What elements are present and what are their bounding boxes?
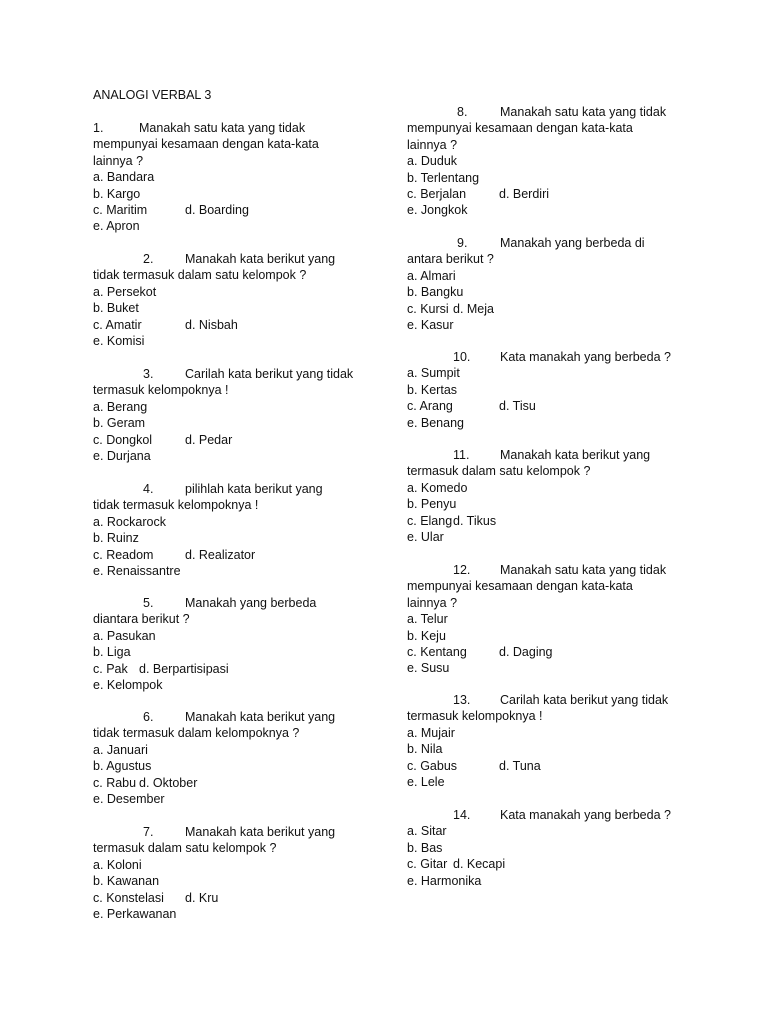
question-text: Manakah kata berikut yang <box>185 825 336 839</box>
option-e: e. Ular <box>407 530 444 544</box>
option-d: d. Nisbah <box>185 317 238 332</box>
option-d: d. Berpartisipasi <box>139 661 229 676</box>
option-a: a. Komedo <box>407 480 468 495</box>
question-number: 7. <box>143 825 154 839</box>
question-text: Kata manakah yang berbeda ? <box>500 808 671 822</box>
option-c: c. Berjalan <box>407 187 467 201</box>
option-c: c. Maritim <box>93 203 148 217</box>
question-9-line-2: antara berikut ? <box>407 252 494 267</box>
option-a: a. Koloni <box>93 857 142 872</box>
option-a: a. Mujair <box>407 725 455 740</box>
option-d: d. Tisu <box>499 399 536 414</box>
option-d: d. Realizator <box>185 547 256 562</box>
option-a: a. Berang <box>93 399 148 414</box>
option-a: a. Sitar <box>407 824 447 839</box>
option-c: c. Pak <box>93 661 128 676</box>
option-a: a. Bandara <box>93 170 155 185</box>
question-number: 2. <box>143 252 154 266</box>
option-a: a. Duduk <box>407 154 458 169</box>
question-number: 12. <box>453 563 471 577</box>
option-c-d-row <box>407 758 541 774</box>
option-c-d-row <box>93 775 198 791</box>
option-e: e. Jongkok <box>407 203 468 218</box>
option-b: b. Kawanan <box>93 874 160 889</box>
option-a: a. Rockarock <box>93 514 166 529</box>
option-e: e. Perkawanan <box>93 907 177 921</box>
option-d: d. Kru <box>185 890 219 905</box>
option-c: c. Konstelasi <box>93 890 164 905</box>
question-number: 11. <box>453 448 470 462</box>
option-a: a. Januari <box>93 742 148 757</box>
option-c-d-row <box>407 186 550 202</box>
option-b: b. Geram <box>93 416 146 431</box>
question-8-line-3: lainnya ? <box>407 137 458 152</box>
option-c: c. Kentang <box>407 645 467 659</box>
question-2-line-2: tidak termasuk dalam satu kelompok ? <box>93 268 307 283</box>
option-b: b. Keju <box>407 628 446 643</box>
option-c-d-row <box>407 301 494 317</box>
question-text: Manakah kata berikut yang <box>500 448 651 462</box>
question-text: pilihlah kata berikut yang <box>185 482 323 496</box>
question-5-line-2: diantara berikut ? <box>93 612 190 627</box>
option-c-d-row <box>93 432 233 448</box>
question-text: Manakah kata berikut yang <box>185 710 336 724</box>
option-e: e. Lele <box>407 775 445 789</box>
option-d: d. Kecapi <box>453 857 506 872</box>
question-number: 14. <box>453 808 471 822</box>
option-d: d. Boarding <box>185 203 249 217</box>
question-number: 6. <box>143 710 154 724</box>
option-c: c. Elang <box>407 513 453 528</box>
option-c-d-row <box>93 661 229 677</box>
option-a: a. Almari <box>407 268 456 283</box>
question-text: Carilah kata berikut yang tidak <box>500 693 669 707</box>
option-b: b. Liga <box>93 645 131 660</box>
option-c-d-row <box>93 202 249 218</box>
option-e: e. Desember <box>93 792 165 806</box>
question-8-line-2: mempunyai kesamaan dengan kata-kata <box>407 121 633 136</box>
question-text: Manakah kata berikut yang <box>185 252 336 266</box>
question-text: Manakah yang berbeda <box>185 596 317 610</box>
option-c: c. Amatir <box>93 317 142 332</box>
option-e: e. Susu <box>407 661 450 676</box>
option-b: b. Kargo <box>93 186 141 201</box>
question-text: Kata manakah yang berbeda ? <box>500 350 671 364</box>
question-text: Manakah satu kata yang tidak <box>500 105 667 119</box>
option-a: a. Persekot <box>93 284 157 299</box>
option-c-d-row <box>93 317 238 333</box>
question-number: 1. <box>93 121 104 135</box>
question-text: Carilah kata berikut yang tidak <box>185 367 354 381</box>
question-text: Manakah satu kata yang tidak <box>500 563 667 577</box>
option-e: e. Renaissantre <box>93 564 181 578</box>
option-c-d-row <box>407 398 536 414</box>
option-b: b. Penyu <box>407 497 457 512</box>
question-number: 5. <box>143 596 154 610</box>
question-1-line-2: mempunyai kesamaan dengan kata-kata <box>93 137 319 152</box>
option-c: c. Readom <box>93 547 154 562</box>
question-6-line-2: tidak termasuk dalam kelompoknya ? <box>93 726 300 741</box>
option-d: d. Daging <box>499 645 553 659</box>
option-c-d-row <box>407 856 506 872</box>
option-d: d. Tuna <box>499 758 541 773</box>
option-b: b. Buket <box>93 301 139 316</box>
question-11-line-2: termasuk dalam satu kelompok ? <box>407 464 591 479</box>
option-d: d. Tikus <box>453 513 497 528</box>
option-e: e. Kelompok <box>93 678 163 692</box>
option-c-d-row <box>407 513 497 529</box>
option-b: b. Terlentang <box>407 170 480 185</box>
option-e: e. Apron <box>93 219 140 234</box>
option-e: e. Benang <box>407 415 464 430</box>
option-c: c. Rabu <box>93 775 137 790</box>
option-c-d-row <box>93 890 219 906</box>
option-c: c. Gitar <box>407 857 448 872</box>
option-c-d-row <box>407 644 553 660</box>
option-e: e. Harmonika <box>407 873 482 888</box>
option-c: c. Dongkol <box>93 432 153 447</box>
question-13-line-2: termasuk kelompoknya ! <box>407 709 543 724</box>
question-text: Manakah satu kata yang tidak <box>139 121 306 135</box>
option-e: e. Kasur <box>407 318 454 332</box>
option-b: b. Bangku <box>407 285 464 300</box>
question-3-line-2: termasuk kelompoknya ! <box>93 383 229 398</box>
option-d: d. Berdiri <box>499 187 550 201</box>
option-d: d. Meja <box>453 301 494 316</box>
option-c-d-row <box>93 547 256 563</box>
question-number: 8. <box>457 105 468 119</box>
question-number: 3. <box>143 367 154 381</box>
option-d: d. Oktober <box>139 775 198 790</box>
option-c: c. Kursi <box>407 301 449 316</box>
question-12-line-3: lainnya ? <box>407 595 458 610</box>
option-b: b. Kertas <box>407 382 458 397</box>
option-b: b. Ruinz <box>93 531 139 546</box>
option-b: b. Nila <box>407 742 443 757</box>
option-c: c. Arang <box>407 399 453 414</box>
question-7-line-2: termasuk dalam satu kelompok ? <box>93 841 277 856</box>
option-a: a. Telur <box>407 612 448 627</box>
question-number: 9. <box>457 236 468 250</box>
question-4-line-2: tidak termasuk kelompoknya ! <box>93 498 259 513</box>
question-1-line-3: lainnya ? <box>93 153 144 168</box>
option-c: c. Gabus <box>407 758 458 773</box>
option-a: a. Sumpit <box>407 366 460 381</box>
question-1-line-1 <box>93 120 306 136</box>
question-text: Manakah yang berbeda di <box>500 236 645 250</box>
option-d: d. Pedar <box>185 432 233 447</box>
question-12-line-2: mempunyai kesamaan dengan kata-kata <box>407 579 633 594</box>
option-e: e. Komisi <box>93 334 145 348</box>
option-b: b. Bas <box>407 840 443 855</box>
option-e: e. Durjana <box>93 449 151 463</box>
question-number: 13. <box>453 693 471 707</box>
document-title: ANALOGI VERBAL 3 <box>93 88 212 102</box>
question-number: 4. <box>143 482 154 496</box>
option-b: b. Agustus <box>93 759 152 774</box>
option-a: a. Pasukan <box>93 628 156 643</box>
question-number: 10. <box>453 350 471 364</box>
